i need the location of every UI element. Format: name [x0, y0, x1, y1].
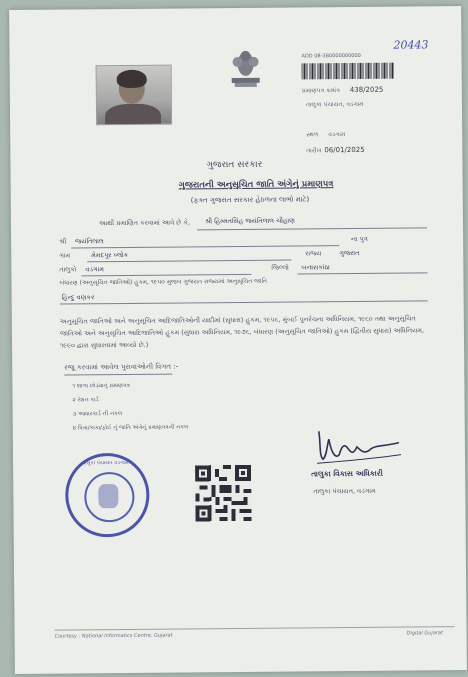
doc-item: ૨ રેશન કાર્ડ — [72, 397, 99, 404]
doc-item: ૧ શાળા છોડ્યાનું પ્રમાણપત્ર — [72, 382, 130, 390]
intro-label: આથી પ્રમાણિત કરવામાં આવે છે કે, — [98, 218, 191, 228]
footer-divider — [55, 626, 455, 630]
date-label: તારીખ — [306, 147, 322, 155]
doc-item: ૩ આધારકાર્ડ ની નકલ — [72, 411, 123, 418]
name-value: શ્રી હિમ્મતસિંહ જયંતિલાલ ચૌહાણ — [204, 216, 295, 226]
district-label: જિલ્લો — [271, 263, 289, 272]
office-line: તાલુકા પંચાયત, વડગામ — [305, 100, 364, 109]
legal-paragraph: અનુસૂચિત જાતિઓ અને અનુસૂચિત આદિજાતિઓની યાદીમાં (સુધારા) હુકમ, ૧૯૫૬, મુંબઈ પુનર્રચના અધિનિયમ, ૧૯૬૦ તથા અનુસૂચિત જાતિઓ અને અનુસૂચિત આદિજાતિઓ હુકમ (સુધારા અધિનિયમ, ૧૯૭૬, બંધારણ (અનુસૂચિત જાતિઓ) હુકમ (દ્વિતીય સુધારા) અધિનિયમ, ૧૯૯૦ દ્વારા સુધારવામાં આવ્યો છે.) — [59, 314, 425, 350]
barcode — [302, 63, 394, 80]
state-value: ગુજરાત — [339, 248, 360, 258]
taluka-value: વડગામ — [85, 265, 104, 274]
application-no: 438/2025 — [349, 85, 384, 95]
place-label: સ્થળ — [306, 131, 319, 139]
father-value: જયંતિલાલ — [75, 237, 104, 246]
caste-line: બંધારણ (અનુસૂચિત જાતિઓ) હુકમ, ૧૯૫૦ મુજબ ગુજરાત રાજ્યમાં અનુસૂચિત જાતિ — [59, 277, 267, 287]
footer-credit: Courtesy : National Informatics Centre, Gujarat — [54, 632, 173, 640]
application-no-label: પ્રમાણપત્ર ક્રમાંક — [301, 87, 341, 95]
signature-title: તાલુકા વિકાસ અધિકારી — [311, 468, 383, 479]
signature-mark — [313, 425, 405, 472]
handwritten-number: 20443 — [393, 38, 429, 52]
doc-item: ૪ પિતા/કાકા/ફોઈ નું જાતિ અંગેનું પ્રમાણપત્રની નકલ — [72, 424, 189, 432]
docs-heading: રજૂ કરવામાં આવેલ પુરાવાઓની વિગત :- — [64, 362, 179, 372]
qr-code — [195, 464, 252, 522]
caste-value: હિન્દુ વણકર — [61, 293, 95, 302]
certificate-title: ગુજરાતની અનુસૂચિત જાતિ અંગેનું પ્રમાણપત્ર — [178, 179, 334, 191]
place-value: વડગામ — [328, 131, 346, 139]
district-value: બનાસકાંઠા — [301, 263, 330, 272]
barcode-id: ADD 08-3B0000000000 — [301, 52, 361, 60]
state-emblem-icon — [225, 48, 265, 92]
certificate-subtitle: (ફક્ત ગુજરાત સરકાર હેઠળના લાભો માટે) — [190, 195, 310, 205]
state-label: રાજ્ય — [305, 249, 322, 258]
date-value: 06/01/2025 — [324, 145, 365, 155]
relation-label: ના પુત્ર — [351, 234, 368, 244]
govt-title: ગુજરાત સરકાર — [206, 159, 263, 171]
office-seal — [65, 453, 150, 538]
father-label: શ્રી — [59, 237, 67, 246]
residence-label: ગામ — [59, 251, 71, 260]
certificate-page — [9, 6, 467, 674]
residence-value: મેમદપુર બ્લોક — [91, 250, 129, 260]
taluka-label: તાલુકો — [59, 265, 77, 274]
applicant-photo — [96, 65, 173, 126]
signature-office: તાલુકા પંચાયત, વડગામ — [313, 486, 376, 496]
seal-text: તાલુકા પંચાયત વડગામ — [82, 459, 129, 467]
footer-brand: Digital Gujarat — [406, 630, 443, 637]
